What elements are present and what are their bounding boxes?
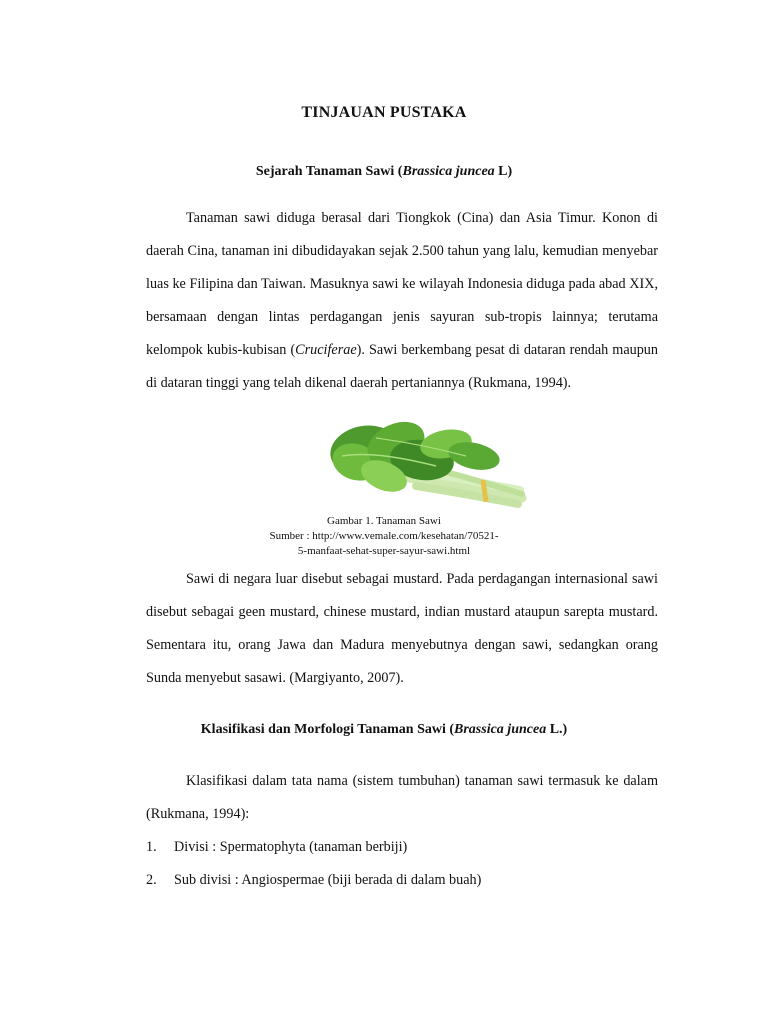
heading-text: Klasifikasi dan Morfologi Tanaman Sawi (	[200, 722, 455, 737]
list-item-text: Sub divisi : Angiospermae (biji berada di dalam buah)	[174, 872, 482, 888]
list-item	[146, 864, 658, 897]
heading-text: Sejarah Tanaman Sawi (	[255, 164, 403, 179]
paragraph-origin	[146, 202, 658, 400]
paragraph-text: Sawi di negara luar disebut sebagai mustard. Pada perdagangan internasional sawi disebut sebagai geen mustard, chinese mustard, indian mustard ataupun sarepta mustard. Sementara itu, orang Jawa dan Madura menyebutnya dengan sawi, sedangkan orang Sunda menyebut sasawi. (Margiyanto, 2007).	[146, 571, 658, 686]
section-heading-history	[0, 164, 768, 180]
figure-source-line2: 5-manfaat-sehat-super-sayur-sawi.html	[297, 545, 471, 557]
figure-caption-title: Gambar 1. Tanaman Sawi	[327, 515, 441, 527]
list-item-number: 2.	[146, 872, 157, 888]
section-heading-classification	[0, 722, 768, 738]
figure-source-line1: Sumber : http://www.vemale.com/kesehatan/70521-	[269, 530, 499, 542]
paragraph-text: Tanaman sawi diduga berasal dari Tiongkok (Cina) dan Asia Timur. Konon di daerah Cina, tanaman ini dibudidayakan sejak 2.500 tahun yang lalu, kemudian menyebar luas ke Filipina dan Taiwan. Masuknya sawi ke wilayah Indonesia diduga pada abad XIX, bersamaan dengan lintas perdagangan jenis sayuran sub-tropis lainnya; terutama kelompok kubis-kubisan (	[146, 210, 658, 358]
list-item-text: Divisi : Spermatophyta (tanaman berbiji)	[174, 839, 408, 855]
list-item-number: 1.	[146, 839, 157, 855]
list-item	[146, 831, 658, 864]
page-title: TINJAUAN PUSTAKA	[301, 104, 467, 121]
heading-text-end: L.)	[546, 722, 568, 737]
paragraph-text: Klasifikasi dalam tata nama (sistem tumbuhan) tanaman sawi termasuk ke dalam (Rukmana, 1994):	[146, 773, 658, 822]
paragraph-mustard-names	[146, 563, 658, 695]
paragraph-classification-intro	[146, 765, 658, 831]
mustard-greens-image	[326, 416, 538, 512]
classification-list	[146, 831, 658, 897]
heading-scientific-name: Brassica juncea	[402, 164, 495, 179]
heading-text-end: L)	[494, 164, 513, 179]
figure-caption	[0, 514, 768, 559]
heading-scientific-name: Brassica juncea	[454, 722, 547, 737]
paragraph-scientific-term: Cruciferae	[295, 342, 357, 358]
paragraph-text-end: ). Sawi berkembang pesat di dataran rendah maupun di dataran tinggi yang telah dikenal daerah pertaniannya (Rukmana, 1994).	[146, 342, 658, 391]
